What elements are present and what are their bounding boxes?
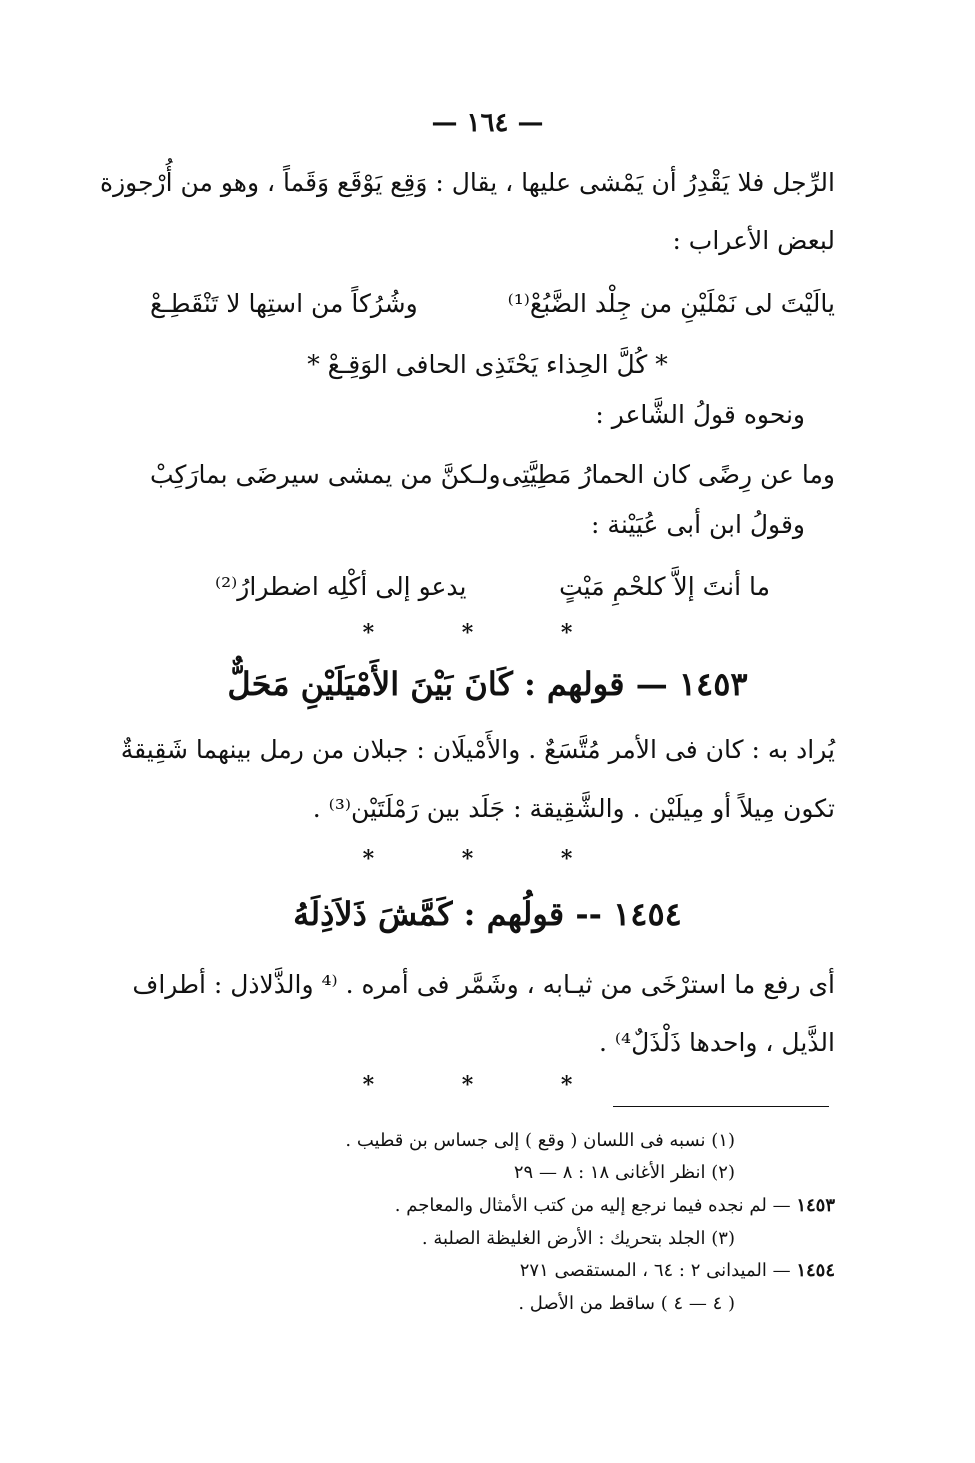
verse-line: * كُلَّ الحِذاء يَحْتَذِى الحافى الوَقِـعْ *: [307, 350, 668, 379]
verse-hemistich: ولـكنَّ من يمشى سيرضَى بمارَكِبْ: [150, 460, 501, 489]
paragraph-line: لبعض الأعراب :: [672, 226, 835, 255]
verse-hemistich: وشُرُكاً من استِها لا تَنْقَطِـعْ: [150, 289, 418, 318]
verse-hemistich: يالَيْتَ لى نَمْلَيْنِ من جِلْد الضَّبُعْ⁽¹⁾: [507, 289, 835, 318]
verse-row: [150, 458, 835, 492]
section-divider-stars: * * *: [362, 1072, 613, 1098]
verse-row: [215, 570, 770, 604]
paragraph-line: يُراد به : كان فى الأمر مُتَّسَعٌ . والأَمْيلَان : جبلان من رمل بينهما شَقِيقةٌ: [120, 735, 835, 764]
footnote: ( ٤ — ٤ ) ساقط من الأصل .: [518, 1293, 735, 1314]
footnote: (١) نسبه فى اللسان ( وقع ) إلى جساس بن قطيب .: [345, 1130, 735, 1151]
paragraph-line: الذَّيل ، واحدها ذَلْذَلٌ⁴⁾ .: [599, 1028, 835, 1057]
paragraph-line: الرِّجل فلا يَقْدِرُ أن يَمْشى عليها ، يقال : وَقِع يَوْقَع وَقَماً ، وهو من أُرْجوزة: [100, 168, 835, 197]
entry-heading-1453: ١٤٥٣ — قولهم : كَانَ بَيْنَ الأَمْيَلَيْنِ مَحَلٌّ: [227, 665, 748, 703]
footnote-separator: [613, 1106, 829, 1107]
footnote-text: — لم نجده فيما نرجع إليه من كتب الأمثال والمعاجم .: [394, 1195, 797, 1216]
footnote-entry-number: ١٤٥٣: [796, 1195, 835, 1216]
entry-heading-1454: ١٤٥٤ -- قولُهم : كَمَّشَ ذَلاَذِلَهُ: [293, 895, 682, 933]
footnote-text: — الميدانى ٢ : ٦٤ ، المستقصى ٢٧١: [519, 1260, 797, 1281]
footnote: (٣) الجلد بتحريك : الأرض الغليظة الصلبة .: [421, 1228, 735, 1249]
footnote-entry-number: ١٤٥٤: [796, 1260, 835, 1281]
paragraph-line: ونحوه قولُ الشَّاعر :: [595, 400, 805, 429]
paragraph-line: وقولُ ابن أبى عُيَيْنة :: [591, 510, 805, 539]
verse-hemistich: يدعو إلى أكْلِه اضطرارُ⁽²⁾: [215, 572, 467, 601]
footnote: [395, 1193, 835, 1219]
verse-hemistich: وما عن رِضًى كان الحمارُ مَطِيَّتِى: [501, 460, 835, 489]
verse-hemistich: ما أنتَ إلاَّ كلحْمِ مَيْتٍ: [559, 572, 770, 601]
footnote: (٢) انظر الأغانى ١٨ : ٨ — ٢٩: [513, 1162, 735, 1183]
page-number: — ١٦٤ —: [431, 108, 544, 138]
paragraph-line: تكون مِيلاً أو مِيلَيْن . والشَّقِيقة : جَلَد بين رَمْلَتَيْن⁽³⁾ .: [312, 794, 835, 823]
section-divider-stars: * * *: [362, 620, 613, 646]
paragraph-line: أى رفع ما استرْخَى من ثيـابه ، وشَمَّر فى أمره . ⁽⁴ والذَّلاذل : أطراف: [132, 970, 835, 999]
verse-row: [150, 287, 835, 321]
footnote: [520, 1258, 835, 1284]
section-divider-stars: * * *: [362, 846, 613, 872]
